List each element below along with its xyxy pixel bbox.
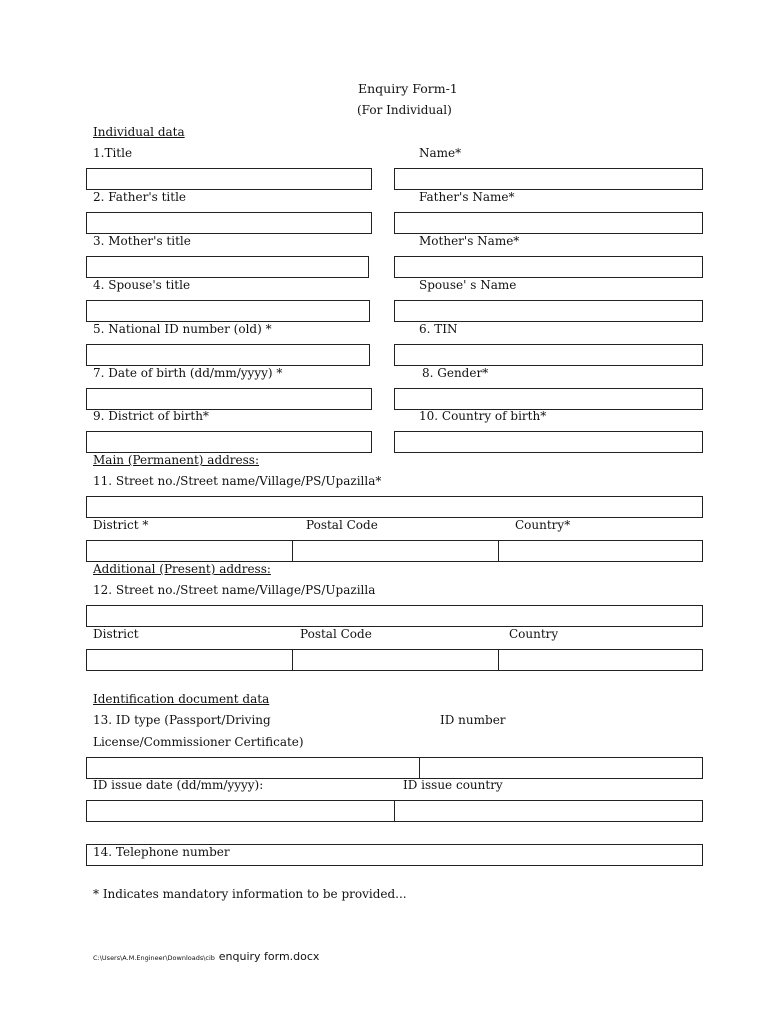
main-country-label: Country* — [515, 518, 571, 532]
id-issue-date-label: ID issue date (dd/mm/yyyy): — [93, 778, 264, 792]
additional-street-input[interactable] — [86, 605, 703, 627]
id-number-input[interactable] — [420, 758, 702, 778]
footer-filename: enquiry form.docx — [218, 950, 320, 963]
name-label: Name* — [419, 146, 462, 160]
spouse-name-label: Spouse' s Name — [419, 278, 517, 292]
national-id-label: 5. National ID number (old) * — [93, 322, 272, 336]
mother-name-input[interactable] — [394, 256, 703, 278]
additional-country-input[interactable] — [499, 650, 702, 670]
id-issue-date-input[interactable] — [87, 801, 393, 821]
gender-label: 8. Gender* — [422, 366, 489, 380]
telephone-input[interactable] — [86, 844, 703, 866]
name-input[interactable] — [394, 168, 703, 190]
title-input[interactable] — [86, 168, 372, 190]
id-type-label: 13. ID type (Passport/Driving — [93, 713, 271, 727]
gender-input[interactable] — [394, 388, 703, 410]
spouse-title-input[interactable] — [86, 300, 370, 322]
form-subtitle: (For Individual) — [357, 103, 452, 117]
additional-postal-input[interactable] — [293, 650, 497, 670]
additional-district-input[interactable] — [87, 650, 291, 670]
id-number-label: ID number — [440, 713, 506, 727]
id-type-input[interactable] — [87, 758, 418, 778]
mother-name-label: Mother's Name* — [419, 234, 520, 248]
mandatory-note: * Indicates mandatory information to be provided... — [93, 887, 407, 901]
main-postal-label: Postal Code — [306, 518, 378, 532]
id-type-label-continued: License/Commissioner Certificate) — [93, 735, 304, 749]
footer-path: C:\Users\A.M.Engineer\Downloads\cib — [93, 954, 215, 962]
tin-label: 6. TIN — [419, 322, 458, 336]
main-postal-input[interactable] — [293, 541, 497, 561]
district-of-birth-label: 9. District of birth* — [93, 409, 209, 423]
tin-input[interactable] — [394, 344, 703, 366]
id-issue-country-input[interactable] — [395, 801, 702, 821]
section-individual-data: Individual data — [93, 125, 185, 139]
father-title-label: 2. Father's title — [93, 190, 187, 204]
district-of-birth-input[interactable] — [86, 431, 372, 453]
footer — [93, 950, 319, 964]
main-country-input[interactable] — [499, 541, 702, 561]
main-street-label: 11. Street no./Street name/Village/PS/Upazilla* — [93, 474, 382, 488]
additional-postal-label: Postal Code — [300, 627, 372, 641]
id-issue-country-label: ID issue country — [403, 778, 503, 792]
title-label: 1.Title — [93, 146, 133, 160]
main-street-input[interactable] — [86, 496, 703, 518]
section-additional-address: Additional (Present) address: — [93, 562, 271, 576]
mother-title-label: 3. Mother's title — [93, 234, 191, 248]
country-of-birth-label: 10. Country of birth* — [419, 409, 547, 423]
country-of-birth-input[interactable] — [394, 431, 703, 453]
form-title: Enquiry Form-1 — [358, 81, 458, 96]
main-district-label: District * — [93, 518, 149, 532]
spouse-title-label: 4. Spouse's title — [93, 278, 191, 292]
date-of-birth-input[interactable] — [86, 388, 372, 410]
additional-country-label: Country — [509, 627, 559, 641]
father-name-input[interactable] — [394, 212, 703, 234]
mother-title-input[interactable] — [86, 256, 369, 278]
additional-street-label: 12. Street no./Street name/Village/PS/Upazilla — [93, 583, 376, 597]
spouse-name-input[interactable] — [394, 300, 703, 322]
father-title-input[interactable] — [86, 212, 372, 234]
section-main-address: Main (Permanent) address: — [93, 453, 260, 467]
main-district-input[interactable] — [87, 541, 291, 561]
date-of-birth-label: 7. Date of birth (dd/mm/yyyy) * — [93, 366, 283, 380]
additional-district-label: District — [93, 627, 139, 641]
national-id-input[interactable] — [86, 344, 370, 366]
telephone-label: 14. Telephone number — [93, 845, 230, 859]
father-name-label: Father's Name* — [419, 190, 515, 204]
section-identification: Identification document data — [93, 692, 270, 706]
